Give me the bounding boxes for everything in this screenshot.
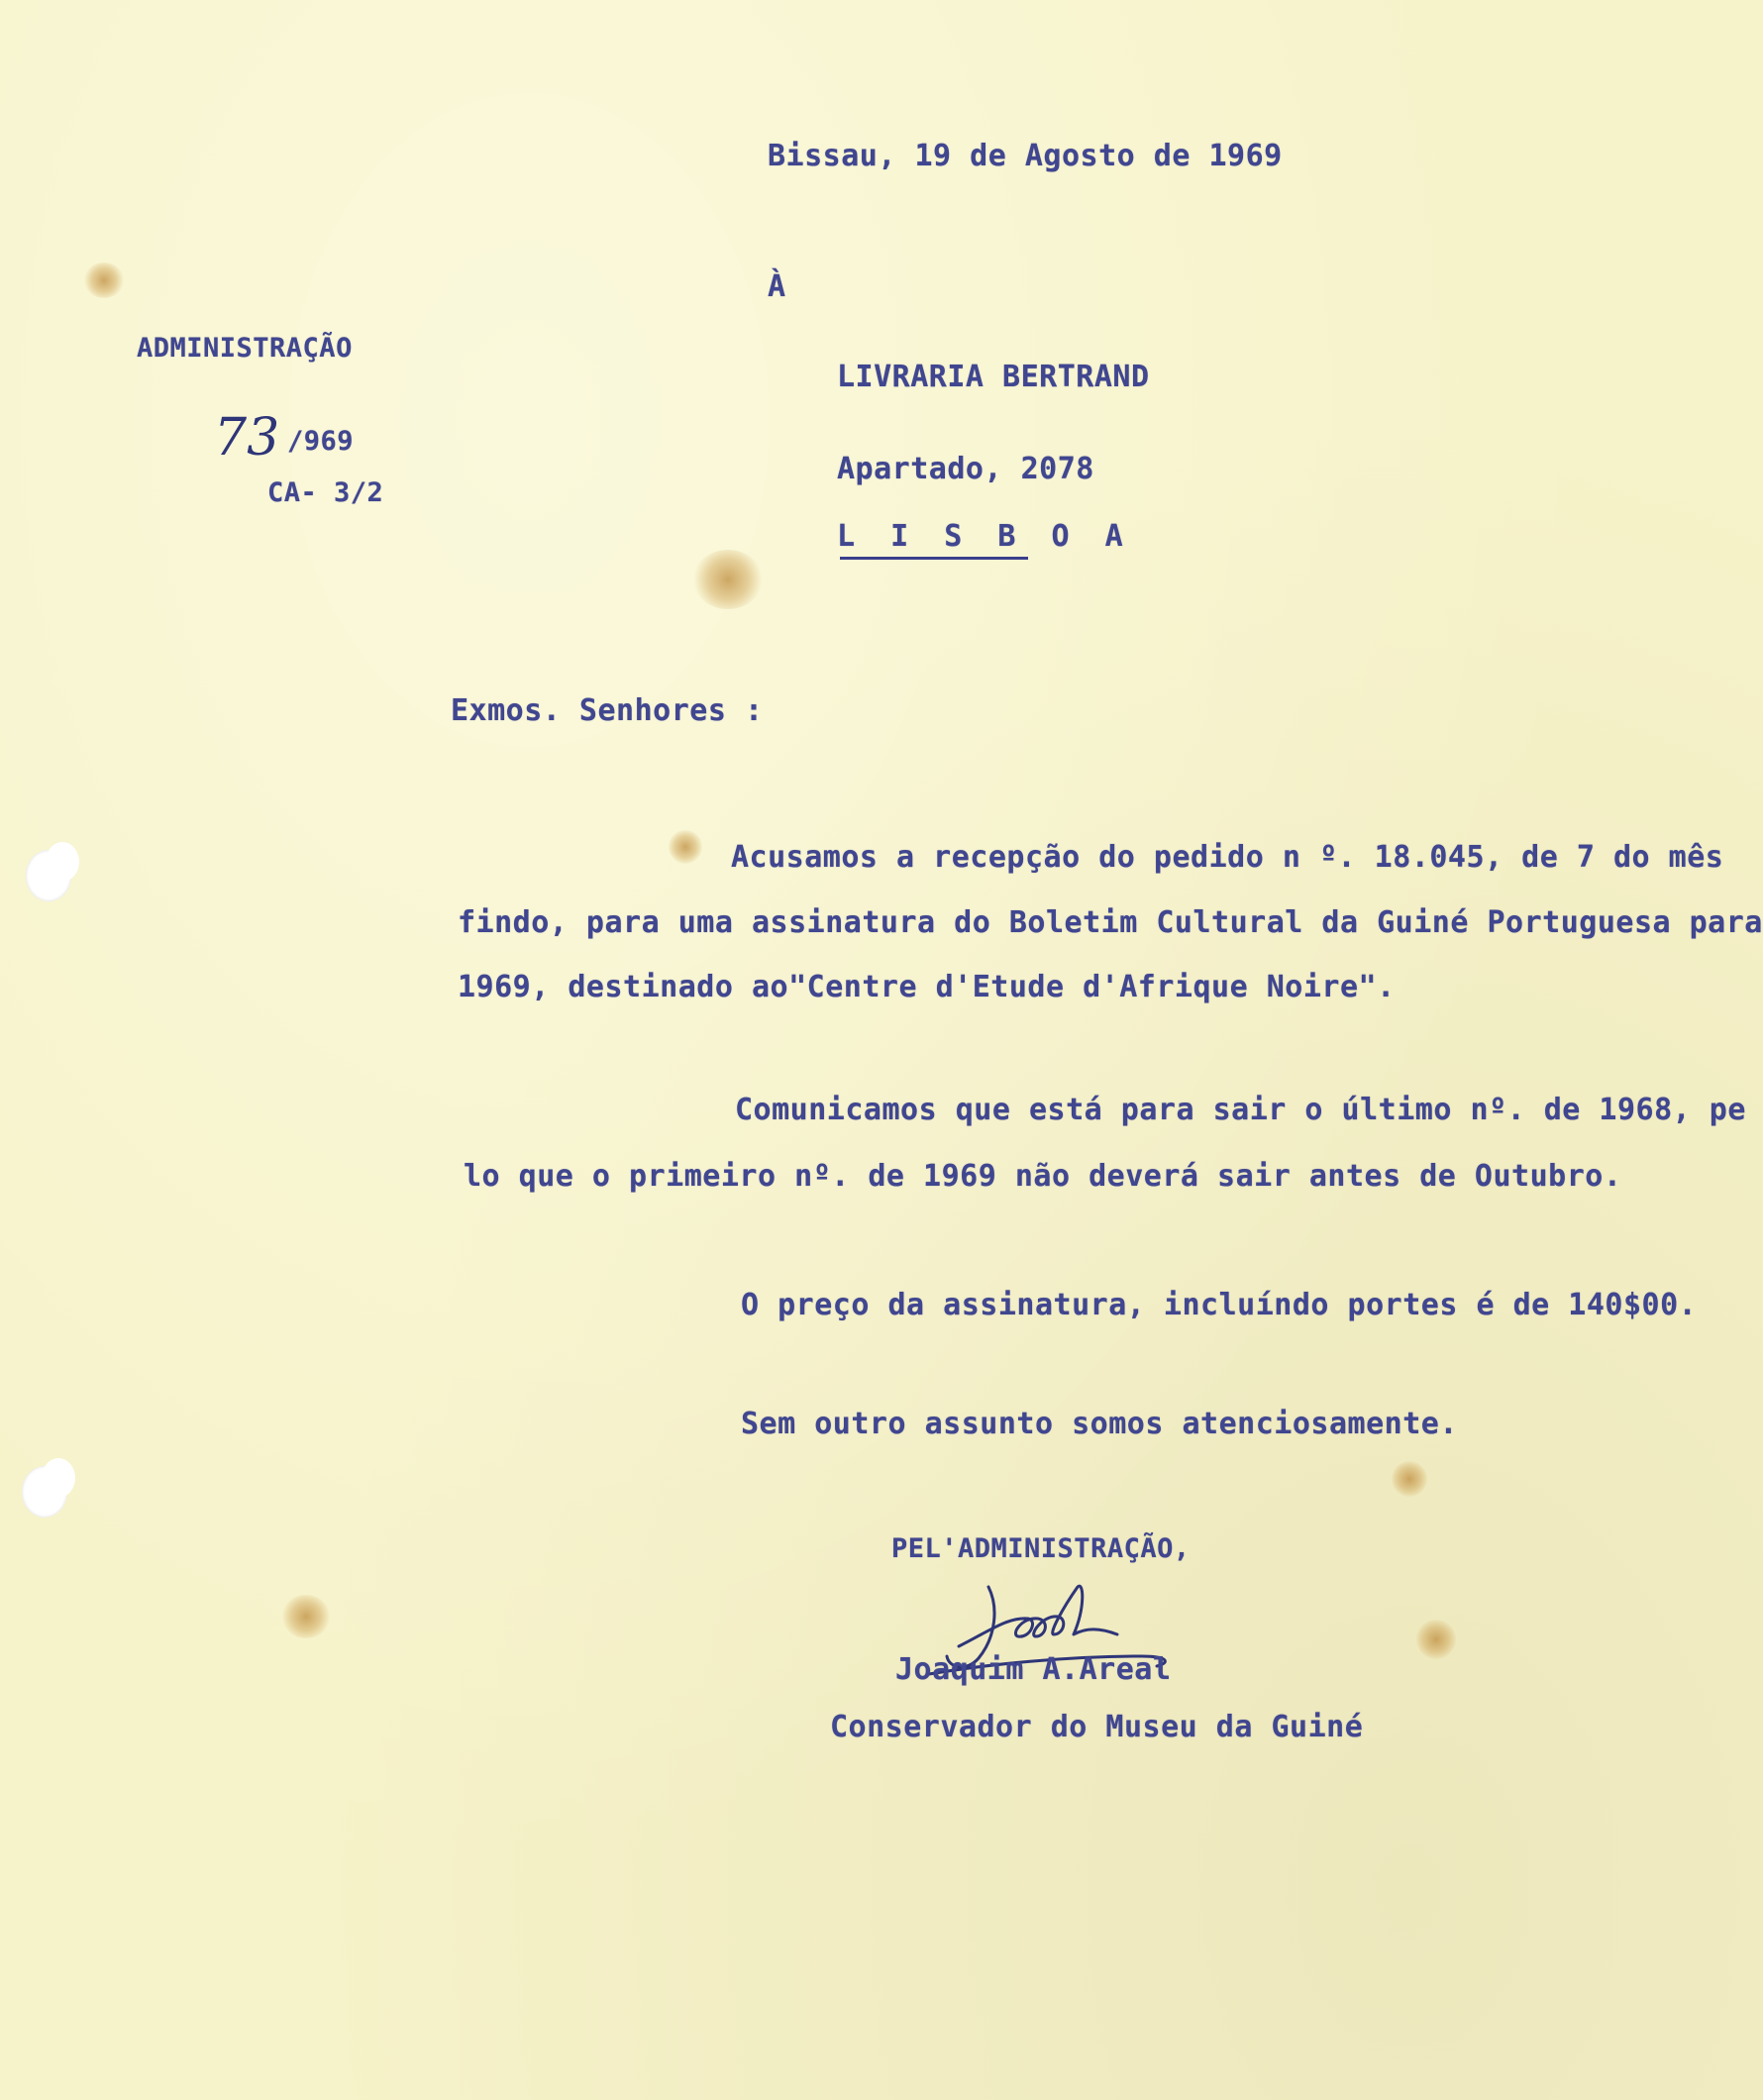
paragraph1-line1: Acusamos a recepção do pedido n º. 18.045, de 7 do mês bbox=[731, 840, 1724, 875]
reference-year: /969 bbox=[287, 426, 355, 457]
stain-mark bbox=[84, 262, 124, 298]
paragraph1-line2: findo, para uma assinatura do Boletim Cultural da Guiné Portuguesa para bbox=[458, 905, 1763, 940]
paragraph3-price: O preço da assinatura, incluíndo portes é de 140$00. bbox=[741, 1288, 1698, 1322]
place-date: Bissau, 19 de Agosto de 1969 bbox=[768, 139, 1283, 173]
salutation: Exmos. Senhores : bbox=[451, 693, 764, 728]
recipient-city: L I S B O A bbox=[837, 519, 1132, 554]
department-stamp: ADMINISTRAÇÃO bbox=[137, 333, 353, 364]
signatory-name: Joaquim A.Areal bbox=[895, 1652, 1172, 1687]
signatory-title: Conservador do Museu da Guiné bbox=[830, 1710, 1364, 1744]
handwritten-reference: 73 bbox=[214, 408, 280, 468]
stain-mark bbox=[1416, 1620, 1456, 1659]
stain-mark bbox=[282, 1595, 330, 1638]
recipient-prefix: À bbox=[768, 269, 786, 304]
paragraph1-line3: 1969, destinado ao"Centre d'Etude d'Afrique Noire". bbox=[458, 970, 1396, 1004]
closing-line: Sem outro assunto somos atenciosamente. bbox=[741, 1407, 1458, 1441]
on-behalf-line: PEL'ADMINISTRAÇÃO, bbox=[891, 1533, 1191, 1564]
recipient-name: LIVRARIA BERTRAND bbox=[837, 360, 1150, 394]
recipient-address: Apartado, 2078 bbox=[837, 452, 1094, 486]
reference-code: CA- 3/2 bbox=[267, 477, 384, 508]
punch-hole-top bbox=[26, 850, 71, 901]
stain-mark bbox=[1392, 1461, 1427, 1497]
stain-mark bbox=[693, 550, 763, 609]
punch-hole-bottom bbox=[22, 1466, 67, 1518]
paragraph2-line2: lo que o primeiro nº. de 1969 não deverá sair antes de Outubro. bbox=[464, 1159, 1622, 1194]
stain-mark bbox=[669, 830, 702, 864]
city-underline bbox=[840, 557, 1028, 560]
paragraph2-line1: Comunicamos que está para sair o último nº. de 1968, pe bbox=[735, 1093, 1746, 1127]
